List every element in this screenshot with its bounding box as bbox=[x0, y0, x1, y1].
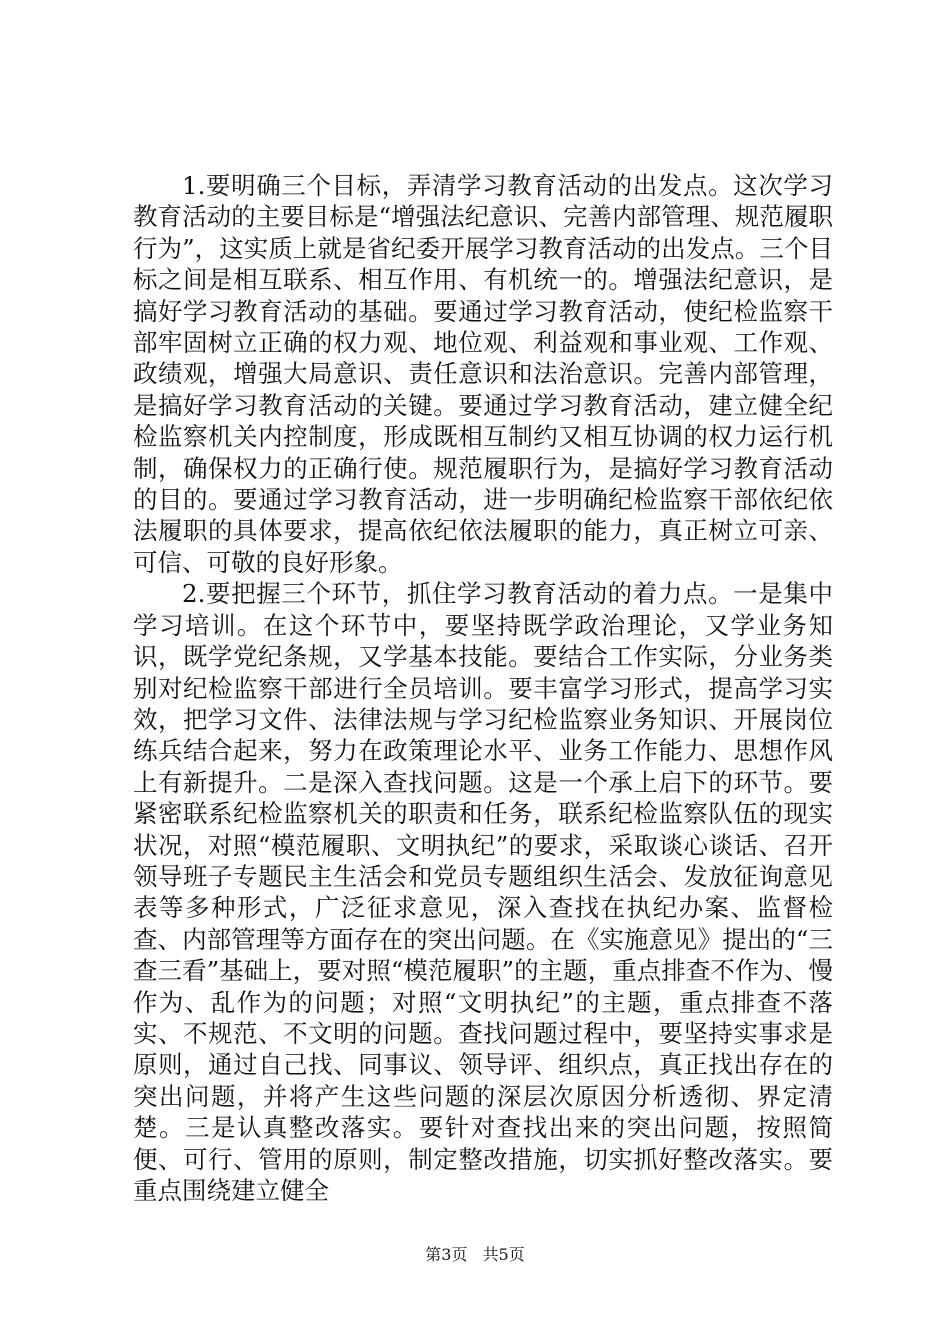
page-footer bbox=[0, 1245, 950, 1265]
document-body bbox=[133, 170, 833, 1206]
page-number-total: 共5页 bbox=[482, 1245, 525, 1264]
paragraph-1: 1.要明确三个目标，弄清学习教育活动的出发点。这次学习教育活动的主要目标是“增强法纪意识、完善内部管理、规范履职行为”，这实质上就是省纪委开展学习教育活动的出发点。三个目标之间是相互联系、相互作用、有机统一的。增强法纪意识，是搞好学习教育活动的基础。要通过学习教育活动，使纪检监察干部牢固树立正确的权力观、地位观、利益观和事业观、工作观、政绩观，增强大局意识、责任意识和法治意识。完善内部管理，是搞好学习教育活动的关键。要通过学习教育活动，建立健全纪检监察机关内控制度，形成既相互制约又相互协调的权力运行机制，确保权力的正确行使。规范履职行为，是搞好学习教育活动的目的。要通过学习教育活动，进一步明确纪检监察干部依纪依法履职的具体要求，提高依纪依法履职的能力，真正树立可亲、可信、可敬的良好形象。 bbox=[133, 171, 833, 577]
paragraph-2: 2.要把握三个环节，抓住学习教育活动的着力点。一是集中学习培训。在这个环节中，要坚持既学政治理论，又学业务知识，既学党纪条规，又学基本技能。要结合工作实际，分业务类别对纪检监察干部进行全员培训。要丰富学习形式，提高学习实效，把学习文件、法律法规与学习纪检监察业务知识、开展岗位练兵结合起来，努力在政策理论水平、业务工作能力、思想作风上有新提升。二是深入查找问题。这是一个承上启下的环节。要紧密联系纪检监察机关的职责和任务，联系纪检监察队伍的现实状况，对照“模范履职、文明执纪”的要求，采取谈心谈话、召开领导班子专题民主生活会和党员专题组织生活会、发放征询意见表等多种形式，广泛征求意见，深入查找在执纪办案、监督检查、内部管理等方面存在的突出问题。在《实施意见》提出的“三查三看”基础上，要对照“模范履职”的主题，重点排查不作为、慢作为、乱作为的问题；对照“文明执纪”的主题，重点排查不落实、不规范、不文明的问题。查找问题过程中，要坚持实事求是原则，通过自己找、同事议、领导评、组织点，真正找出存在的突出问题，并将产生这些问题的深层次原因分析透彻、界定清楚。三是认真整改落实。要针对查找出来的突出问题，按照简便、可行、管用的原则，制定整改措施，切实抓好整改落实。要重点围绕建立健全 bbox=[133, 579, 833, 1205]
page-number-current: 第3页 bbox=[425, 1245, 468, 1264]
